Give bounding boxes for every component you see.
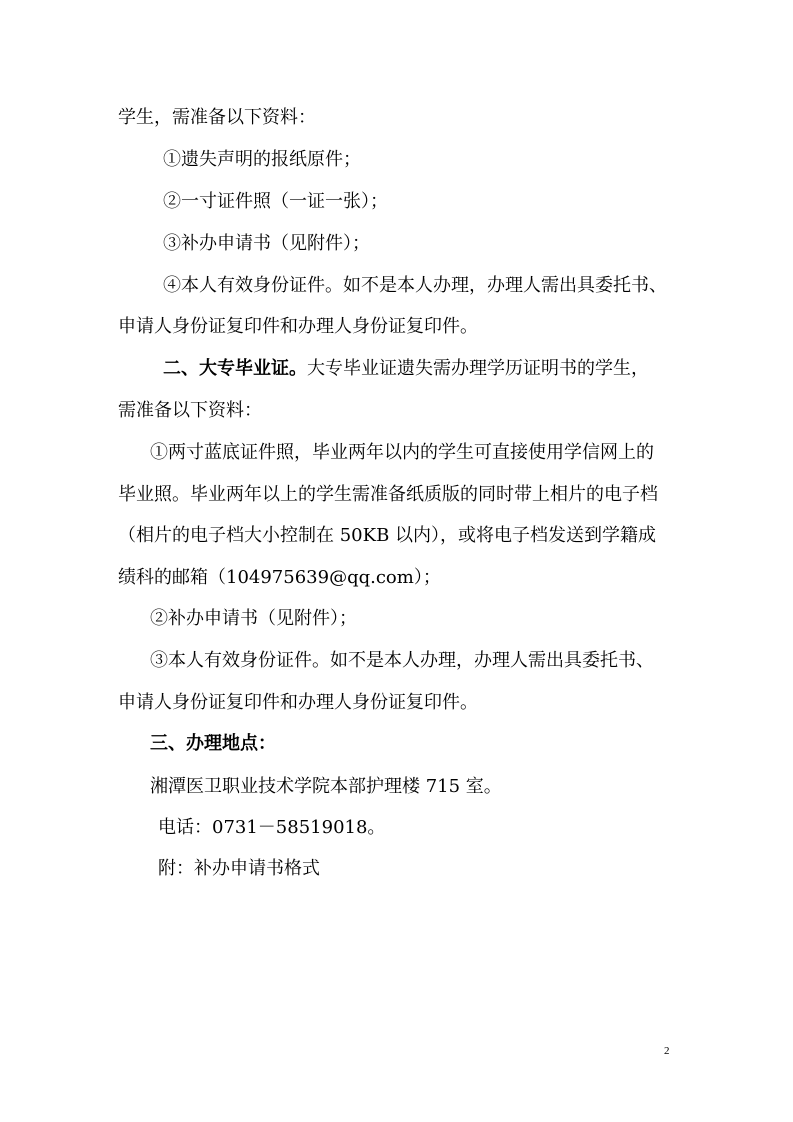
page-number: 2	[664, 1045, 670, 1057]
section1-item-4-continued: 申请人身份证复印件和办理人身份证复印件。	[118, 316, 478, 337]
section1-item-4: ④本人有效身份证件。如不是本人办理，办理人需出具委托书、	[163, 275, 667, 296]
section2-item3-line2: 申请人身份证复印件和办理人身份证复印件。	[118, 692, 478, 713]
section1-item-2: ②一寸证件照（一证一张）；	[163, 191, 388, 212]
section3-attachment: 附：补办申请书格式	[158, 858, 320, 879]
section2-heading: 二、大专毕业证。	[163, 358, 307, 379]
section2-intro-line2: 需准备以下资料：	[118, 400, 262, 421]
section2-intro-line1: 大专毕业证遗失需办理学历证明书的学生，	[307, 358, 649, 379]
section3-phone: 电话：0731－58519018。	[158, 817, 386, 838]
section2-item1-line4: 绩科的邮箱（104975639@qq.com）；	[118, 567, 441, 588]
section1-item-3: ③补办申请书（见附件）；	[163, 233, 370, 254]
section3-address: 湘潭医卫职业技术学院本部护理楼 715 室。	[150, 776, 502, 797]
section2-item2: ②补办申请书（见附件）；	[150, 608, 357, 629]
section2-item1-line3: （相片的电子档大小控制在 50KB 以内），或将电子档发送到学籍成	[118, 525, 657, 546]
section2-item3-line1: ③本人有效身份证件。如不是本人办理，办理人需出具委托书、	[150, 650, 654, 671]
section1-intro-tail: 学生，需准备以下资料：	[118, 107, 316, 128]
section2-first-line	[163, 357, 649, 381]
section3-heading: 三、办理地点：	[150, 733, 276, 754]
section2-item1-line1: ①两寸蓝底证件照，毕业两年以内的学生可直接使用学信网上的	[150, 442, 654, 463]
section2-item1-line2: 毕业照。毕业两年以上的学生需准备纸质版的同时带上相片的电子档	[118, 484, 658, 505]
section1-item-1: ①遗失声明的报纸原件；	[163, 149, 361, 170]
